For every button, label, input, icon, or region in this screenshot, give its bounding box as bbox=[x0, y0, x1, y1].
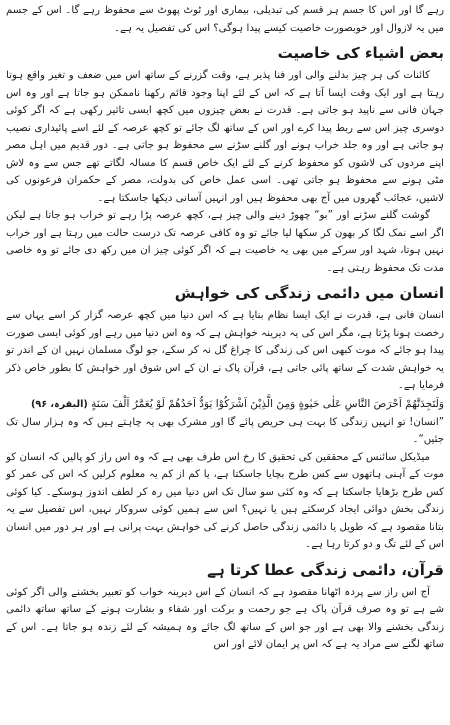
paragraph-quran-secret: آج اس راز سے پردہ اٹھانا مقصود ہے کہ انسان کے اس دیرینہ خواب کو تعبیر بخشنے والی اگر کوئی شے ہے تو وہ صرف قرآن پاک ہے جو رحمت و برکت اور شفاء و بشارت ہونے کے ساتھ ساتھ دائمی زندگی بخشنے والا بھی ہے اور جو اس کے ساتھ لگ جائے وہ ہمیشہ کے لئے زندہ ہو جاتا ہے۔ اس کے ساتھ لگنے سے مراد یہ ہے کہ اس پر ایمان لائے اور اس bbox=[6, 586, 444, 650]
paragraph-human-mortal: انسان فانی ہے، قدرت نے ایک ایسا نظام بنایا ہے کہ اس دنیا میں کچھ عرصہ گزار کر اسے یہاں سے رخصت ہونا پڑتا ہے، مگر اس کی یہ دیرینہ خواہش ہے کہ وہ اس دنیا میں رہے اور کوئی ایسی صورت پیدا ہو جائے کہ موت کبھی اس کی زندگی کا چراغ گل نہ کر سکے، جو لوگ مسلمان نہیں ان کے اندر تو یہ خواہش شدت کے ساتھ پائی جاتی ہے، قرآن پاک نے ان کے اس شوق اور خواہش کا بطور خاص ذکر فرمایا ہے۔ bbox=[6, 310, 444, 391]
quran-verse-reference: (البقرہ، ۹۶) bbox=[30, 398, 88, 410]
paragraph-decay: کائنات کی ہر چیز بدلنے والی اور فنا پذیر ہے، وقت گزرنے کے ساتھ اس میں ضعف و تغیر واقع ہوتا رہتا ہے اور ایک وقت ایسا آتا ہے کہ اس کے لئے اپنا وجود قائم رکھنا ناممکن ہو جاتا ہے اور وہ اس جہان فانی سے ناپید ہو جاتی ہے۔ قدرت نے بعض چیزوں میں کچھ ایسی تاثیر رکھی ہے کہ اگر کوئی دوسری چیز اس سے ربط پیدا کرے اور اس کے ساتھ لگ جائے تو کچھ عرصہ کے لئے اسے پائیداری نصیب ہو جاتی ہے اور وہ جلد خراب ہونے اور گلنے سڑنے سے محفوظ ہو جاتی ہے۔ دور قدیم میں اہل مصر اپنے مردوں کی لاشوں کو محفوظ کرنے کے لئے ایک خاص قسم کا مسالہ لگاتے تھے جس سے وہ لاش مٹی ہونے سے محفوظ ہو جاتی تھی۔ اسی عمل خاص کی بدولت، مصر کے حکمران فرعونوں کی لاشیں، عجائب گھروں میں آج بھی محفوظ ہیں اور انہیں آسانی دیکھا جاسکتا ہے۔ bbox=[6, 70, 444, 204]
quran-verse bbox=[6, 395, 444, 414]
quran-verse-text: وَلَتَجِدَنَّهُمْ اَحْرَصَ النَّاسِ عَلٰى حَيٰوةٍ وَمِنَ الَّذِيْنَ اَشْرَكُوْا يَوَدُّ اَحَدُهُمْ لَوْ يُعَمَّرُ اَلْفَ سَنَةٍ bbox=[91, 397, 444, 410]
section-heading-properties: بعض اشیاء کی خاصیت bbox=[277, 44, 444, 62]
section-heading-eternal-life-desire: انسان میں دائمی زندگی کی خواہش bbox=[174, 284, 444, 302]
verse-translation: ”انسان! تو انہیں زندگی کا بہت ہی حریص پائے گا اور مشرک بھی یہ چاہتے ہیں کہ وہ ہزار سال تک جئیں“۔ bbox=[6, 416, 444, 445]
intro-paragraph: رہے گا اور اس کا جسم ہر قسم کی تبدیلی، بیماری اور ٹوٹ پھوٹ سے محفوظ رہے گا۔ اس کے جسم میں یہ لازوال اور خوبصورت خاصیت کیسے پیدا ہوگی؟ اس کی تفصیل یہ ہے۔ bbox=[6, 5, 444, 34]
paragraph-medical-science: میڈیکل سائنس کے محققین کی تحقیق کا رخ اس طرف بھی ہے کہ وہ اس راز کو پالیں کہ انسان کو موت کے آہنی ہاتھوں سے کس طرح بچایا جاسکتا ہے، یا کم از کم یہ معلوم کرلیں کہ اس کی عمر کو کس طرح بڑھایا جاسکتا ہے کہ وہ کئی سو سال تک اس دنیا میں رہ کر لطف اندوز ہوسکے۔ کیا کوئی زندگی بخش دوائی ایجاد کرسکتے ہیں یا نہیں؟ اس سے ہمیں کوئی سروکار نہیں، اس تفصیل سے یہ بتانا مقصود ہے کہ طویل یا دائمی زندگی حاصل کرنے کی خواہش بہت پرانی ہے اور ہر دور میں انسان اس کے لئے تگ و دو کرتا رہا ہے۔ bbox=[6, 451, 444, 550]
section-heading-quran-gives-life: قرآن، دائمی زندگی عطا کرتا ہے bbox=[207, 560, 444, 579]
paragraph-meat-preservation: گوشت گلنے سڑنے اور ”بو“ چھوڑ دینے والی چیز ہے، کچھ عرصہ پڑا رہے تو خراب ہو جاتا ہے لیکن اگر اسے نمک لگا کر بھون کر سکھا لیا جائے تو وہ کافی عرصہ تک درست حالت میں رہتا ہے اور خراب نہیں ہوتا، شہد اور سرکے میں بھی یہ خاصیت ہے کہ اگر کوئی چیز ان میں رکھ دی جائے تو وہ خاصی مدت تک محفوظ رہتی ہے۔ bbox=[6, 210, 444, 274]
